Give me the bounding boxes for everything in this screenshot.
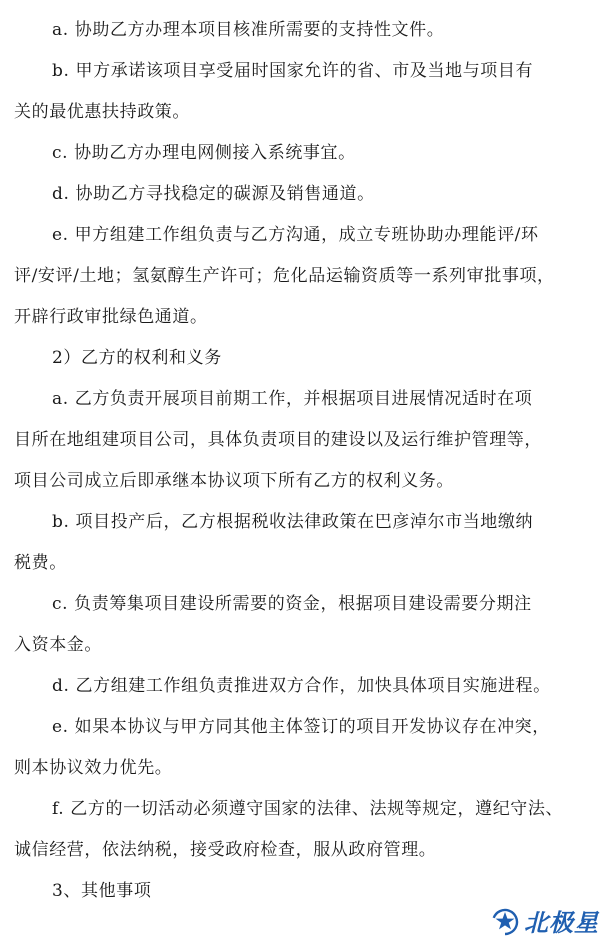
text-line: b. 甲方承诺该项目享受届时国家允许的省、市及当地与项目有 — [52, 61, 534, 81]
text-line: c. 协助乙方办理电网侧接入系统事宜。 — [52, 143, 356, 163]
text-line: 税费。 — [14, 553, 67, 573]
text-line: e. 甲方组建工作组负责与乙方沟通，成立专班协助办理能评/环 — [52, 225, 539, 245]
text-line: 开辟行政审批绿色通道。 — [14, 307, 208, 327]
text-line: 目所在地组建项目公司，具体负责项目的建设以及运行维护管理等， — [14, 430, 542, 450]
watermark-logo — [490, 903, 599, 938]
text-line: 入资本金。 — [14, 635, 102, 655]
text-line: a. 协助乙方办理本项目核准所需要的支持性文件。 — [52, 20, 445, 40]
text-line: 关的最优惠扶持政策。 — [14, 102, 190, 122]
text-line: 评/安评/土地；氢氨醇生产许可；危化品运输资质等一系列审批事项， — [14, 266, 555, 286]
text-line: 项目公司成立后即承继本协议项下所有乙方的权利义务。 — [14, 471, 454, 491]
text-line: e. 如果本协议与甲方同其他主体签订的项目开发协议存在冲突， — [52, 717, 550, 737]
text-line: b. 项目投产后，乙方根据税收法律政策在巴彦淖尔市当地缴纳 — [52, 512, 534, 532]
text-line: f. 乙方的一切活动必须遵守国家的法律、法规等规定，遵纪守法、 — [52, 799, 564, 819]
text-line: a. 乙方负责开展项目前期工作，并根据项目进展情况适时在项 — [52, 389, 533, 409]
text-line: d. 乙方组建工作组负责推进双方合作，加快具体项目实施进程。 — [52, 676, 551, 696]
text-line: 则本协议效力优先。 — [14, 758, 173, 778]
section-heading: 3、其他事项 — [52, 881, 152, 901]
document-page — [14, 10, 592, 912]
section-heading: 2）乙方的权利和义务 — [52, 348, 222, 368]
text-line: c. 负责筹集项目建设所需要的资金，根据项目建设需要分期注 — [52, 594, 532, 614]
document-body — [14, 10, 592, 912]
text-line: d. 协助乙方寻找稳定的碳源及销售通道。 — [52, 184, 375, 204]
watermark-text: 北极星 — [524, 909, 599, 937]
text-line: 诚信经营，依法纳税，接受政府检查，服从政府管理。 — [14, 840, 437, 860]
star-logo-icon — [490, 906, 520, 936]
